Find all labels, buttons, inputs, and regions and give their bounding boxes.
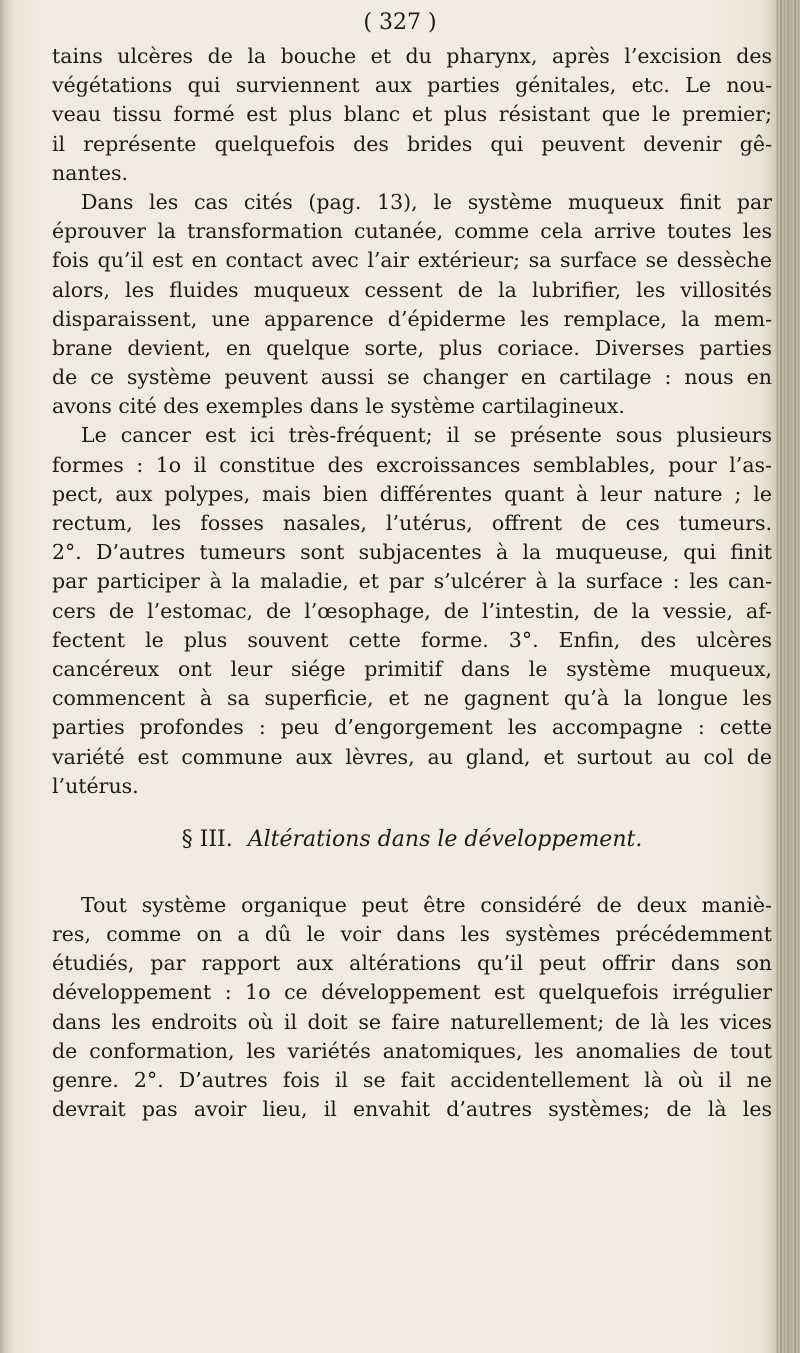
text-line: de conformation, les variétés anatomiques, les anomalies de tout: [52, 1038, 772, 1063]
text-line: rectum, les fosses nasales, l’utérus, offrent de ces tumeurs.: [52, 511, 772, 535]
text-line: nantes.: [52, 160, 129, 185]
text-line: brane devient, en quelque sorte, plus coriace. Diverses parties: [52, 335, 772, 360]
section-number: § III.: [181, 826, 233, 852]
text-line: alors, les fluides muqueux cessent de la lubrifier, les villosités: [52, 277, 772, 302]
text-line: de ce système peuvent aussi se changer en cartilage : nous en: [52, 365, 772, 390]
paragraph-1: [52, 42, 772, 188]
text-line: étudiés, par rapport aux altérations qu’il peut offrir dans son: [52, 951, 772, 976]
text-line: développement : 1o ce développement est quelquefois irrégulier: [52, 980, 772, 1005]
page-header: [0, 10, 800, 35]
text-line: parties profondes : peu d’engorgement les accompagne : cette: [52, 715, 772, 740]
text-line: il représente quelquefois des brides qui peuvent devenir gê-: [52, 131, 772, 156]
text-line: res, comme on a dû le voir dans les systèmes précédemment: [52, 922, 772, 947]
text-line: veau tissu formé est plus blanc et plus résistant que le premier;: [52, 102, 772, 127]
text-line: tains ulcères de la bouche et du pharynx, après l’excision des: [52, 44, 772, 68]
page-left-edge: [0, 0, 14, 1353]
text-line: l’utérus.: [52, 773, 139, 798]
text-line: devrait pas avoir lieu, il envahit d’autres systèmes; de là les: [52, 1097, 772, 1122]
paragraph-4: [52, 891, 772, 1125]
text-line: Tout système organique peut être considéré de deux maniè-: [81, 892, 772, 917]
text-line: disparaissent, une apparence d’épiderme les remplace, la mem-: [52, 306, 772, 331]
text-line: pect, aux polypes, mais bien différentes quant à leur nature ; le: [52, 481, 772, 506]
text-line: Le cancer est ici très-fréquent; il se présente sous plusieurs: [81, 423, 772, 448]
text-line: éprouver la transformation cutanée, comme cela arrive toutes les: [52, 219, 772, 244]
text-line: par participer à la maladie, et par s’ulcérer à la surface : les can-: [52, 569, 772, 594]
book-spine-edge: [776, 0, 800, 1353]
text-line: fectent le plus souvent cette forme. 3°. Enfin, des ulcères: [52, 627, 772, 652]
paragraph-2: [52, 188, 772, 422]
text-line: 2°. D’autres tumeurs sont subjacentes à la muqueuse, qui finit: [52, 540, 772, 565]
text-line: variété est commune aux lèvres, au gland, et surtout au col de: [52, 744, 772, 769]
text-line: avons cité des exemples dans le système cartilagineux.: [52, 394, 625, 419]
text-line: commencent à sa superficie, et ne gagnent qu’à la longue les: [52, 686, 772, 711]
paragraph-3: [52, 421, 772, 800]
text-line: formes : 1o il constitue des excroissances semblables, pour l’as-: [52, 452, 772, 477]
text-line: cancéreux ont leur siége primitif dans le système muqueux,: [52, 656, 772, 681]
body-text: [52, 42, 772, 1124]
section-heading: [52, 825, 772, 857]
text-line: Dans les cas cités (pag. 13), le système muqueux finit par: [81, 189, 772, 214]
text-line: cers de l’estomac, de l’œsophage, de l’intestin, de la vessie, af-: [52, 598, 772, 623]
text-line: végétations qui surviennent aux parties génitales, etc. Le nou-: [52, 73, 772, 98]
page-number: ( 327 ): [363, 10, 437, 35]
section-title: Altérations dans le développement.: [247, 826, 643, 852]
text-line: dans les endroits où il doit se faire naturellement; de là les vices: [52, 1009, 772, 1034]
text-line: genre. 2°. D’autres fois il se fait accidentellement là où il ne: [52, 1068, 772, 1092]
text-line: fois qu’il est en contact avec l’air extérieur; sa surface se dessèche: [52, 248, 772, 273]
